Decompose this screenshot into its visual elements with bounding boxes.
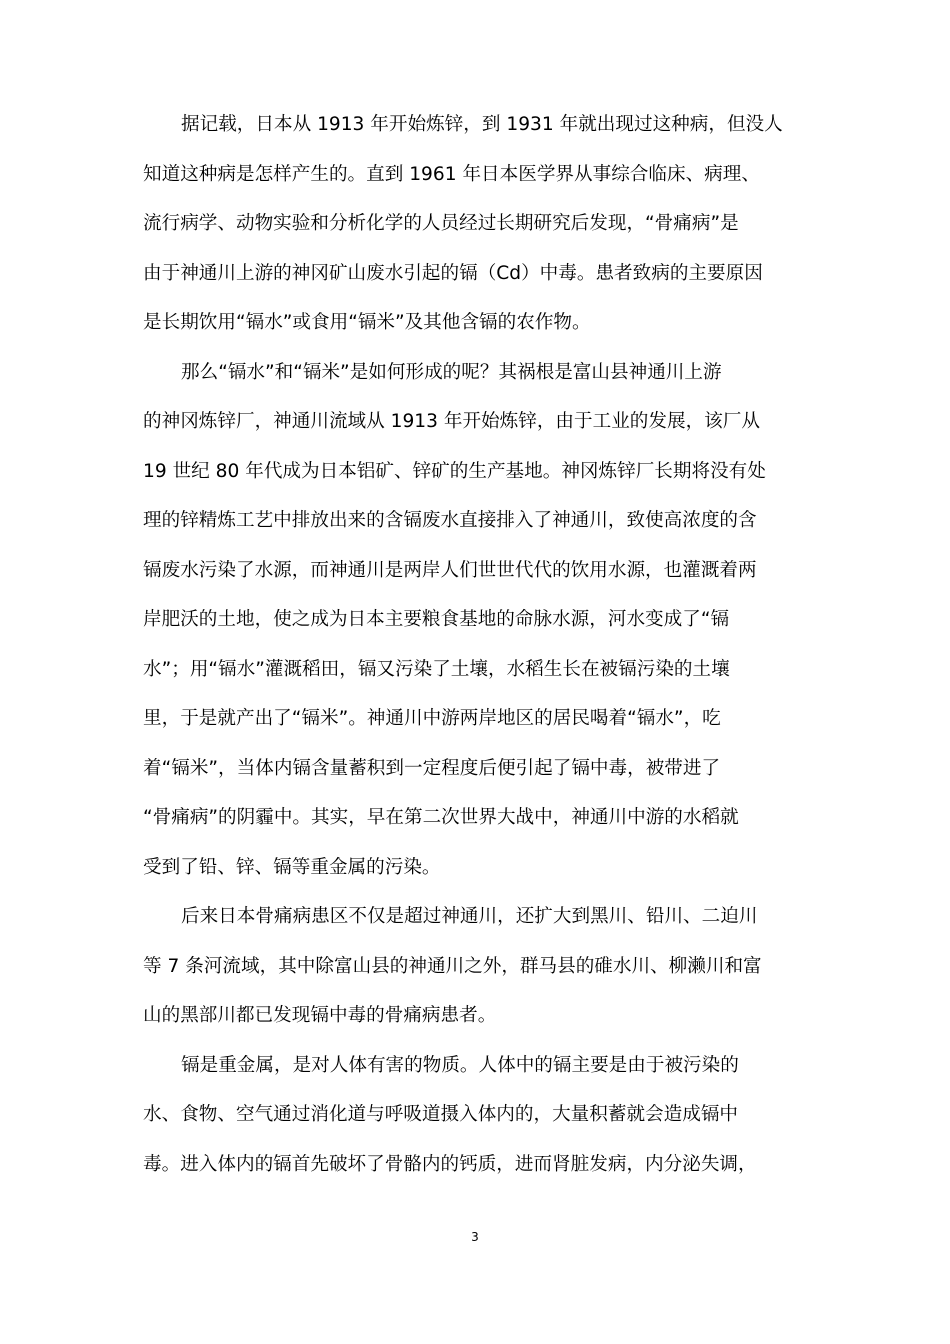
text-line: 由于神通川上游的神冈矿山废水引起的镉（Cd）中毒。患者致病的主要原因 [143, 262, 763, 284]
text-line: 理的锌精炼工艺中排放出来的含镉废水直接排入了神通川，致使高浓度的含 [143, 510, 757, 531]
text-line: 着“镉米”，当体内镉含量蓄积到一定程度后便引起了镉中毒，被带进了 [143, 757, 721, 779]
text-line: 19 世纪 80 年代成为日本铝矿、锌矿的生产基地。神冈炼锌厂长期将没有处 [143, 460, 766, 482]
text-line: 那么“镉水”和“镉米”是如何形成的呢？其祸根是富山县神通川上游 [181, 361, 722, 383]
text-line: 镉废水污染了水源，而神通川是两岸人们世世代代的饮用水源，也灌溉着两 [143, 559, 757, 581]
text-line: 水、食物、空气通过消化道与呼吸道摄入体内的，大量积蓄就会造成镉中 [143, 1104, 739, 1125]
text-line: 流行病学、动物实验和分析化学的人员经过长期研究后发现，“骨痛病”是 [143, 213, 739, 234]
text-line: 据记载，日本从 1913 年开始炼锌，到 1931 年就出现过这种病，但没人 [181, 114, 783, 135]
text-line: 毒。进入体内的镉首先破坏了骨骼内的钙质，进而肾脏发病，内分泌失调， [143, 1153, 757, 1175]
text-line: 镉是重金属，是对人体有害的物质。人体中的镉主要是由于被污染的 [181, 1054, 739, 1076]
text-line: 的神冈炼锌厂，神通川流域从 1913 年开始炼锌，由于工业的发展，该厂从 [143, 411, 760, 432]
text-line: 岸肥沃的土地，使之成为日本主要粮食基地的命脉水源，河水变成了“镉 [143, 609, 730, 630]
text-line: 山的黑部川都已发现镉中毒的骨痛病患者。 [143, 1005, 497, 1026]
text-line: 是长期饮用“镉水”或食用“镉米”及其他含镉的农作物。 [143, 312, 591, 333]
text-line: 知道这种病是怎样产生的。直到 1961 年日本医学界从事综合临床、病理、 [143, 163, 760, 185]
text-line: 受到了铅、锌、镉等重金属的污染。 [143, 856, 441, 878]
text-line: 后来日本骨痛病患区不仅是超过神通川，还扩大到黑川、铅川、二迫川 [181, 906, 758, 927]
text-line: 里，于是就产出了“镉米”。神通川中游两岸地区的居民喝着“镉水”，吃 [143, 708, 721, 729]
text-line: 等 7 条河流域，其中除富山县的神通川之外，群马县的碓水川、柳濑川和富 [143, 955, 762, 977]
page-number: 3 [471, 1230, 479, 1244]
text-line: 水”；用“镉水”灌溉稻田，镉又污染了土壤，水稻生长在被镉污染的土壤 [143, 658, 730, 680]
text-line: “骨痛病”的阴霾中。其实，早在第二次世界大战中，神通川中游的水稻就 [143, 807, 739, 828]
